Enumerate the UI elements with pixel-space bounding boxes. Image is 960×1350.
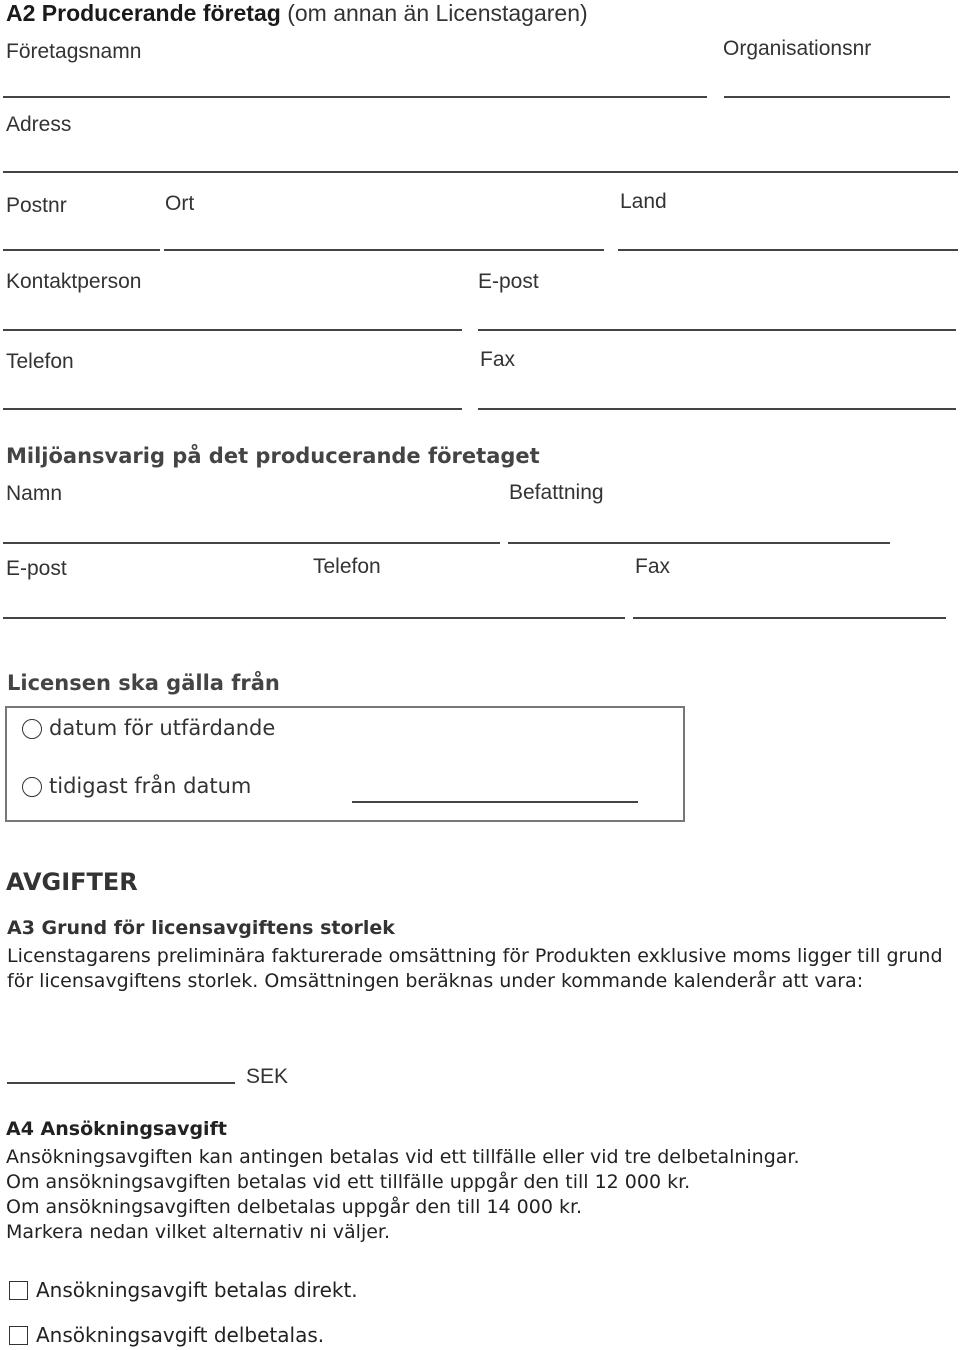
email-field[interactable] — [478, 329, 956, 331]
a4-line-4: Markera nedan vilket alternativ ni väljer. — [6, 1221, 391, 1243]
radio-issue-date-label: datum för utfärdande — [49, 716, 276, 740]
company-name-field[interactable] — [3, 96, 707, 98]
env-fax-field[interactable] — [633, 617, 946, 619]
section-a2-title-note: (om annan än Licenstagaren) — [287, 0, 588, 26]
checkbox-pay-installments-label: Ansökningsavgift delbetalas. — [36, 1323, 325, 1347]
license-valid-from-title: Licensen ska gälla från — [7, 671, 280, 695]
a4-title: A4 Ansökningsavgift — [6, 1118, 227, 1140]
a3-title: A3 Grund för licensavgiftens storlek — [7, 917, 395, 939]
country-field[interactable] — [618, 249, 958, 251]
email-label: E-post — [478, 270, 539, 293]
license-date-options-box — [5, 706, 685, 822]
postal-code-label: Postnr — [6, 194, 67, 217]
environment-responsible-title: Miljöansvarig på det producerande företaget — [6, 444, 540, 468]
env-name-label: Namn — [6, 482, 63, 505]
a4-line-3: Om ansökningsavgiften delbetalas uppgår den till 14 000 kr. — [6, 1196, 583, 1218]
checkbox-pay-direct-label: Ansökningsavgift betalas direkt. — [36, 1278, 358, 1302]
address-label: Adress — [6, 113, 72, 136]
phone-label: Telefon — [6, 350, 74, 373]
turnover-amount-field[interactable] — [7, 1082, 235, 1084]
a3-description: Licenstagarens preliminära fakturerade omsättning för Produkten exklusive moms ligger till grund för licensavgiftens storlek. Omsättningen beräknas under kommande kalenderår att vara: — [7, 945, 943, 992]
country-label: Land — [620, 190, 667, 213]
env-fax-label: Fax — [635, 555, 671, 578]
a4-line-1: Ansökningsavgiften kan antingen betalas vid ett tillfälle eller vid tre delbetalningar. — [6, 1146, 800, 1168]
radio-issue-date[interactable] — [22, 719, 42, 739]
phone-field[interactable] — [3, 408, 462, 410]
env-email-label: E-post — [6, 557, 67, 580]
a4-line-2: Om ansökningsavgiften betalas vid ett tillfälle uppgår den till 12 000 kr. — [6, 1171, 691, 1193]
company-name-label: Företagsnamn — [6, 40, 142, 63]
contact-person-field[interactable] — [3, 329, 462, 331]
fees-title: AVGIFTER — [6, 868, 138, 896]
postal-code-field[interactable] — [3, 249, 160, 251]
radio-earliest-date[interactable] — [22, 777, 42, 797]
env-position-field[interactable] — [508, 542, 890, 544]
env-name-field[interactable] — [3, 542, 500, 544]
env-phone-label: Telefon — [313, 555, 381, 578]
section-a2-title-bold: A2 Producerande företag — [6, 0, 281, 26]
earliest-date-field[interactable] — [352, 801, 638, 803]
city-label: Ort — [165, 192, 195, 215]
fax-field[interactable] — [478, 408, 956, 410]
section-a2-title — [6, 0, 588, 27]
org-number-label: Organisationsnr — [723, 37, 872, 60]
fax-label: Fax — [480, 348, 516, 371]
city-field[interactable] — [164, 249, 604, 251]
checkbox-pay-direct[interactable] — [9, 1281, 28, 1300]
env-position-label: Befattning — [509, 481, 604, 504]
currency-label: SEK — [246, 1065, 289, 1088]
address-field[interactable] — [3, 171, 958, 173]
radio-earliest-date-label: tidigast från datum — [49, 774, 252, 798]
checkbox-pay-installments[interactable] — [9, 1326, 28, 1345]
org-number-field[interactable] — [724, 96, 950, 98]
env-email-phone-field[interactable] — [3, 617, 625, 619]
contact-person-label: Kontaktperson — [6, 270, 142, 293]
